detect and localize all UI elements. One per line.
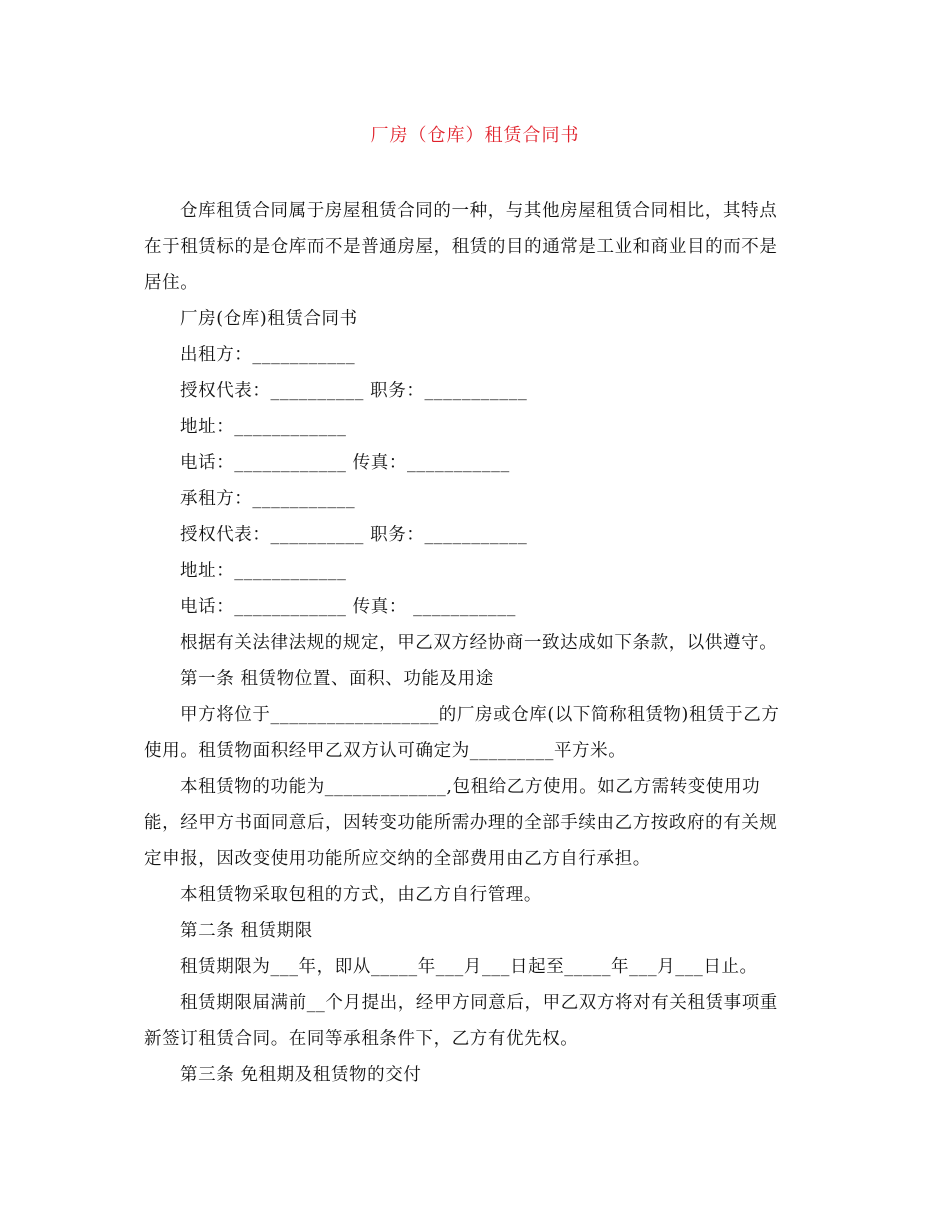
- text-line: 授权代表：__________ 职务：___________: [180, 525, 528, 545]
- text-line: 授权代表：__________ 职务：___________: [180, 381, 528, 401]
- text-line: 地址：____________: [180, 561, 347, 581]
- text-line: 本租赁物采取包租的方式，由乙方自行管理。: [180, 885, 542, 905]
- text-line: 第二条 租赁期限: [180, 921, 313, 941]
- text-line: 居住。: [144, 273, 199, 293]
- text-line: 第一条 租赁物位置、面积、功能及用途: [180, 669, 494, 689]
- text-line: 定申报，因改变使用功能所应交纳的全部费用由乙方自行承担。: [144, 849, 651, 869]
- text-line: 厂房(仓库)租赁合同书: [180, 309, 358, 329]
- text-line: 使用。租赁物面积经甲乙双方认可确定为_________平方米。: [144, 741, 627, 761]
- document-body: [144, 193, 804, 1093]
- text-line: 本租赁物的功能为_____________,包租给乙方使用。如乙方需转变使用功: [180, 777, 761, 797]
- text-line: 在于租赁标的是仓库而不是普通房屋，租赁的目的通常是工业和商业目的而不是: [144, 237, 778, 257]
- document-title: 厂房（仓库）租赁合同书: [370, 125, 580, 146]
- text-line: 第三条 免租期及租赁物的交付: [180, 1065, 422, 1085]
- text-line: 租赁期限届满前__个月提出，经甲方同意后，甲乙双方将对有关租赁事项重: [180, 993, 778, 1013]
- text-line: 出租方：___________: [180, 345, 356, 365]
- text-line: 地址：____________: [180, 417, 347, 437]
- text-line: 能，经甲方书面同意后，因转变功能所需办理的全部手续由乙方按政府的有关规: [144, 813, 778, 833]
- text-line: 承租方：___________: [180, 489, 356, 509]
- text-line: 根据有关法律法规的规定，甲乙双方经协商一致达成如下条款，以供遵守。: [180, 633, 778, 653]
- text-line: 新签订租赁合同。在同等承租条件下，乙方有优先权。: [144, 1029, 579, 1049]
- text-line: 仓库租赁合同属于房屋租赁合同的一种，与其他房屋租赁合同相比，其特点: [180, 201, 778, 221]
- text-line: 电话：____________ 传真：___________: [180, 453, 510, 473]
- text-line: 电话：____________ 传真： ___________: [180, 597, 516, 617]
- text-line: 甲方将位于__________________的厂房或仓库(以下简称租赁物)租赁于乙方: [180, 705, 780, 725]
- text-line: 租赁期限为___年，即从_____年___月___日起至_____年___月___日止。: [180, 957, 758, 977]
